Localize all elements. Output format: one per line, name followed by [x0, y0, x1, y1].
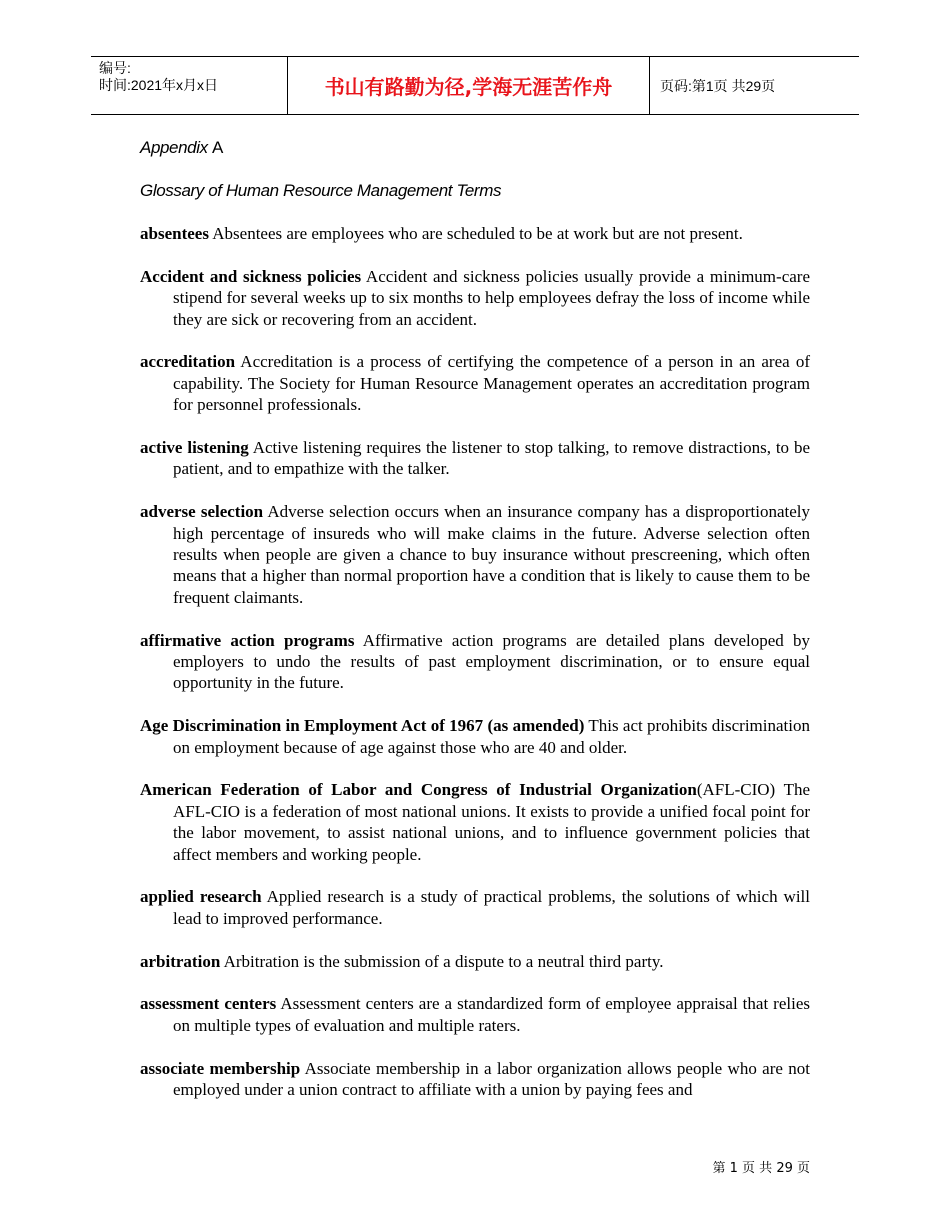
glossary-term: absentees: [140, 224, 209, 243]
glossary-term: associate membership: [140, 1058, 301, 1078]
glossary-entry: [140, 223, 810, 244]
glossary-term: affirmative action programs: [140, 630, 355, 650]
glossary-entry: [140, 501, 810, 608]
glossary-definition: Accident and sickness policies usually provide a minimum-care stipend for several weeks up to six months to help employees defray the loss of income while they are sick or recovering from an accident.: [173, 266, 810, 329]
glossary-entry: [140, 1058, 810, 1101]
glossary-definition: Affirmative action programs are detailed plans developed by employers to undo the results of past employment discrimination, or to ensure equal opportunity in the future.: [173, 630, 810, 693]
glossary-entry: [140, 779, 810, 865]
page-header: [91, 56, 859, 115]
glossary-title: Glossary of Human Resource Management Terms: [140, 181, 502, 200]
glossary-definition: Applied research is a study of practical problems, the solutions of which will lead to improved performance.: [173, 887, 811, 928]
glossary-term: arbitration: [140, 951, 221, 971]
glossary-term: Accident and sickness policies: [140, 266, 362, 286]
glossary-term: active listening: [140, 438, 249, 458]
glossary-entry: [140, 993, 810, 1036]
glossary-entry: [140, 715, 810, 758]
page-footer: [713, 1157, 810, 1176]
header-info-cell: [91, 57, 287, 114]
glossary-term: assessment centers: [140, 994, 277, 1014]
glossary-entry: [140, 630, 810, 694]
motto-cell: [287, 57, 650, 114]
appendix-title-text: Appendix: [140, 138, 208, 157]
glossary-definition: Absentees are employees who are scheduled to be at work but are not present.: [208, 224, 743, 243]
glossary-definition: Accreditation is a process of certifying the competence of a person in an area of capability. The Society for Human Resource Management operates an accreditation program for personnel professionals.: [173, 352, 810, 415]
appendix-title: [140, 137, 810, 158]
time-label: 时间:2021年x月x日: [99, 77, 219, 93]
glossary-definition: The AFL-CIO is a federation of most national unions. It exists to provide a unified focal point for the labor movement, to assist national unions, and to influence government policies that affect members and working people.: [173, 780, 811, 864]
glossary-entry: [140, 266, 810, 330]
glossary-definition: Adverse selection occurs when an insurance company has a disproportionately high percentage of insureds who will make claims in the future. Adverse selection often results when people are given a chance to buy insurance without prescreening, which often means that a higher than normal proportion have a condition that is likely to cause them to be frequent claimants.: [173, 502, 810, 607]
glossary-definition: This act prohibits discrimination on employment because of age against those who are 40 and older.: [173, 716, 810, 757]
footer-page-number: 第 1 页 共 29 页: [712, 1161, 810, 1176]
glossary-entry: [140, 351, 810, 415]
glossary-definition: Associate membership in a labor organization allows people who are not employed under a union contract to affiliate with a union by paying fees and: [173, 1058, 810, 1100]
glossary-term: adverse selection: [140, 502, 264, 522]
glossary-entry: [140, 886, 810, 929]
glossary-entries: [140, 223, 810, 1100]
glossary-term: American Federation of Labor and Congress of Industrial Organization: [140, 780, 697, 800]
glossary-definition: Active listening requires the listener to stop talking, to remove distractions, to be patient, and to empathize with the talker.: [173, 438, 810, 479]
glossary-term: accreditation: [140, 352, 236, 372]
glossary-entry: [140, 951, 810, 972]
glossary-definition: Assessment centers are a standardized form of employee appraisal that relies on multiple types of evaluation and multiple raters.: [173, 994, 810, 1035]
document-body: [140, 137, 810, 1122]
glossary-term: Age Discrimination in Employment Act of 1967 (as amended): [140, 716, 585, 736]
page-info-cell: [650, 57, 859, 114]
motto-text: 书山有路勤为径,学海无涯苦作舟: [324, 75, 613, 99]
page-info-text: 页码:第1页 共29页: [660, 77, 776, 94]
number-label: 编号:: [99, 60, 131, 76]
glossary-entry: [140, 437, 810, 480]
glossary-term-suffix: (AFL-CIO): [696, 780, 776, 800]
glossary-definition: Arbitration is the submission of a dispute to a neutral third party.: [220, 951, 664, 971]
appendix-letter: A: [212, 138, 223, 157]
glossary-term: applied research: [140, 887, 262, 907]
